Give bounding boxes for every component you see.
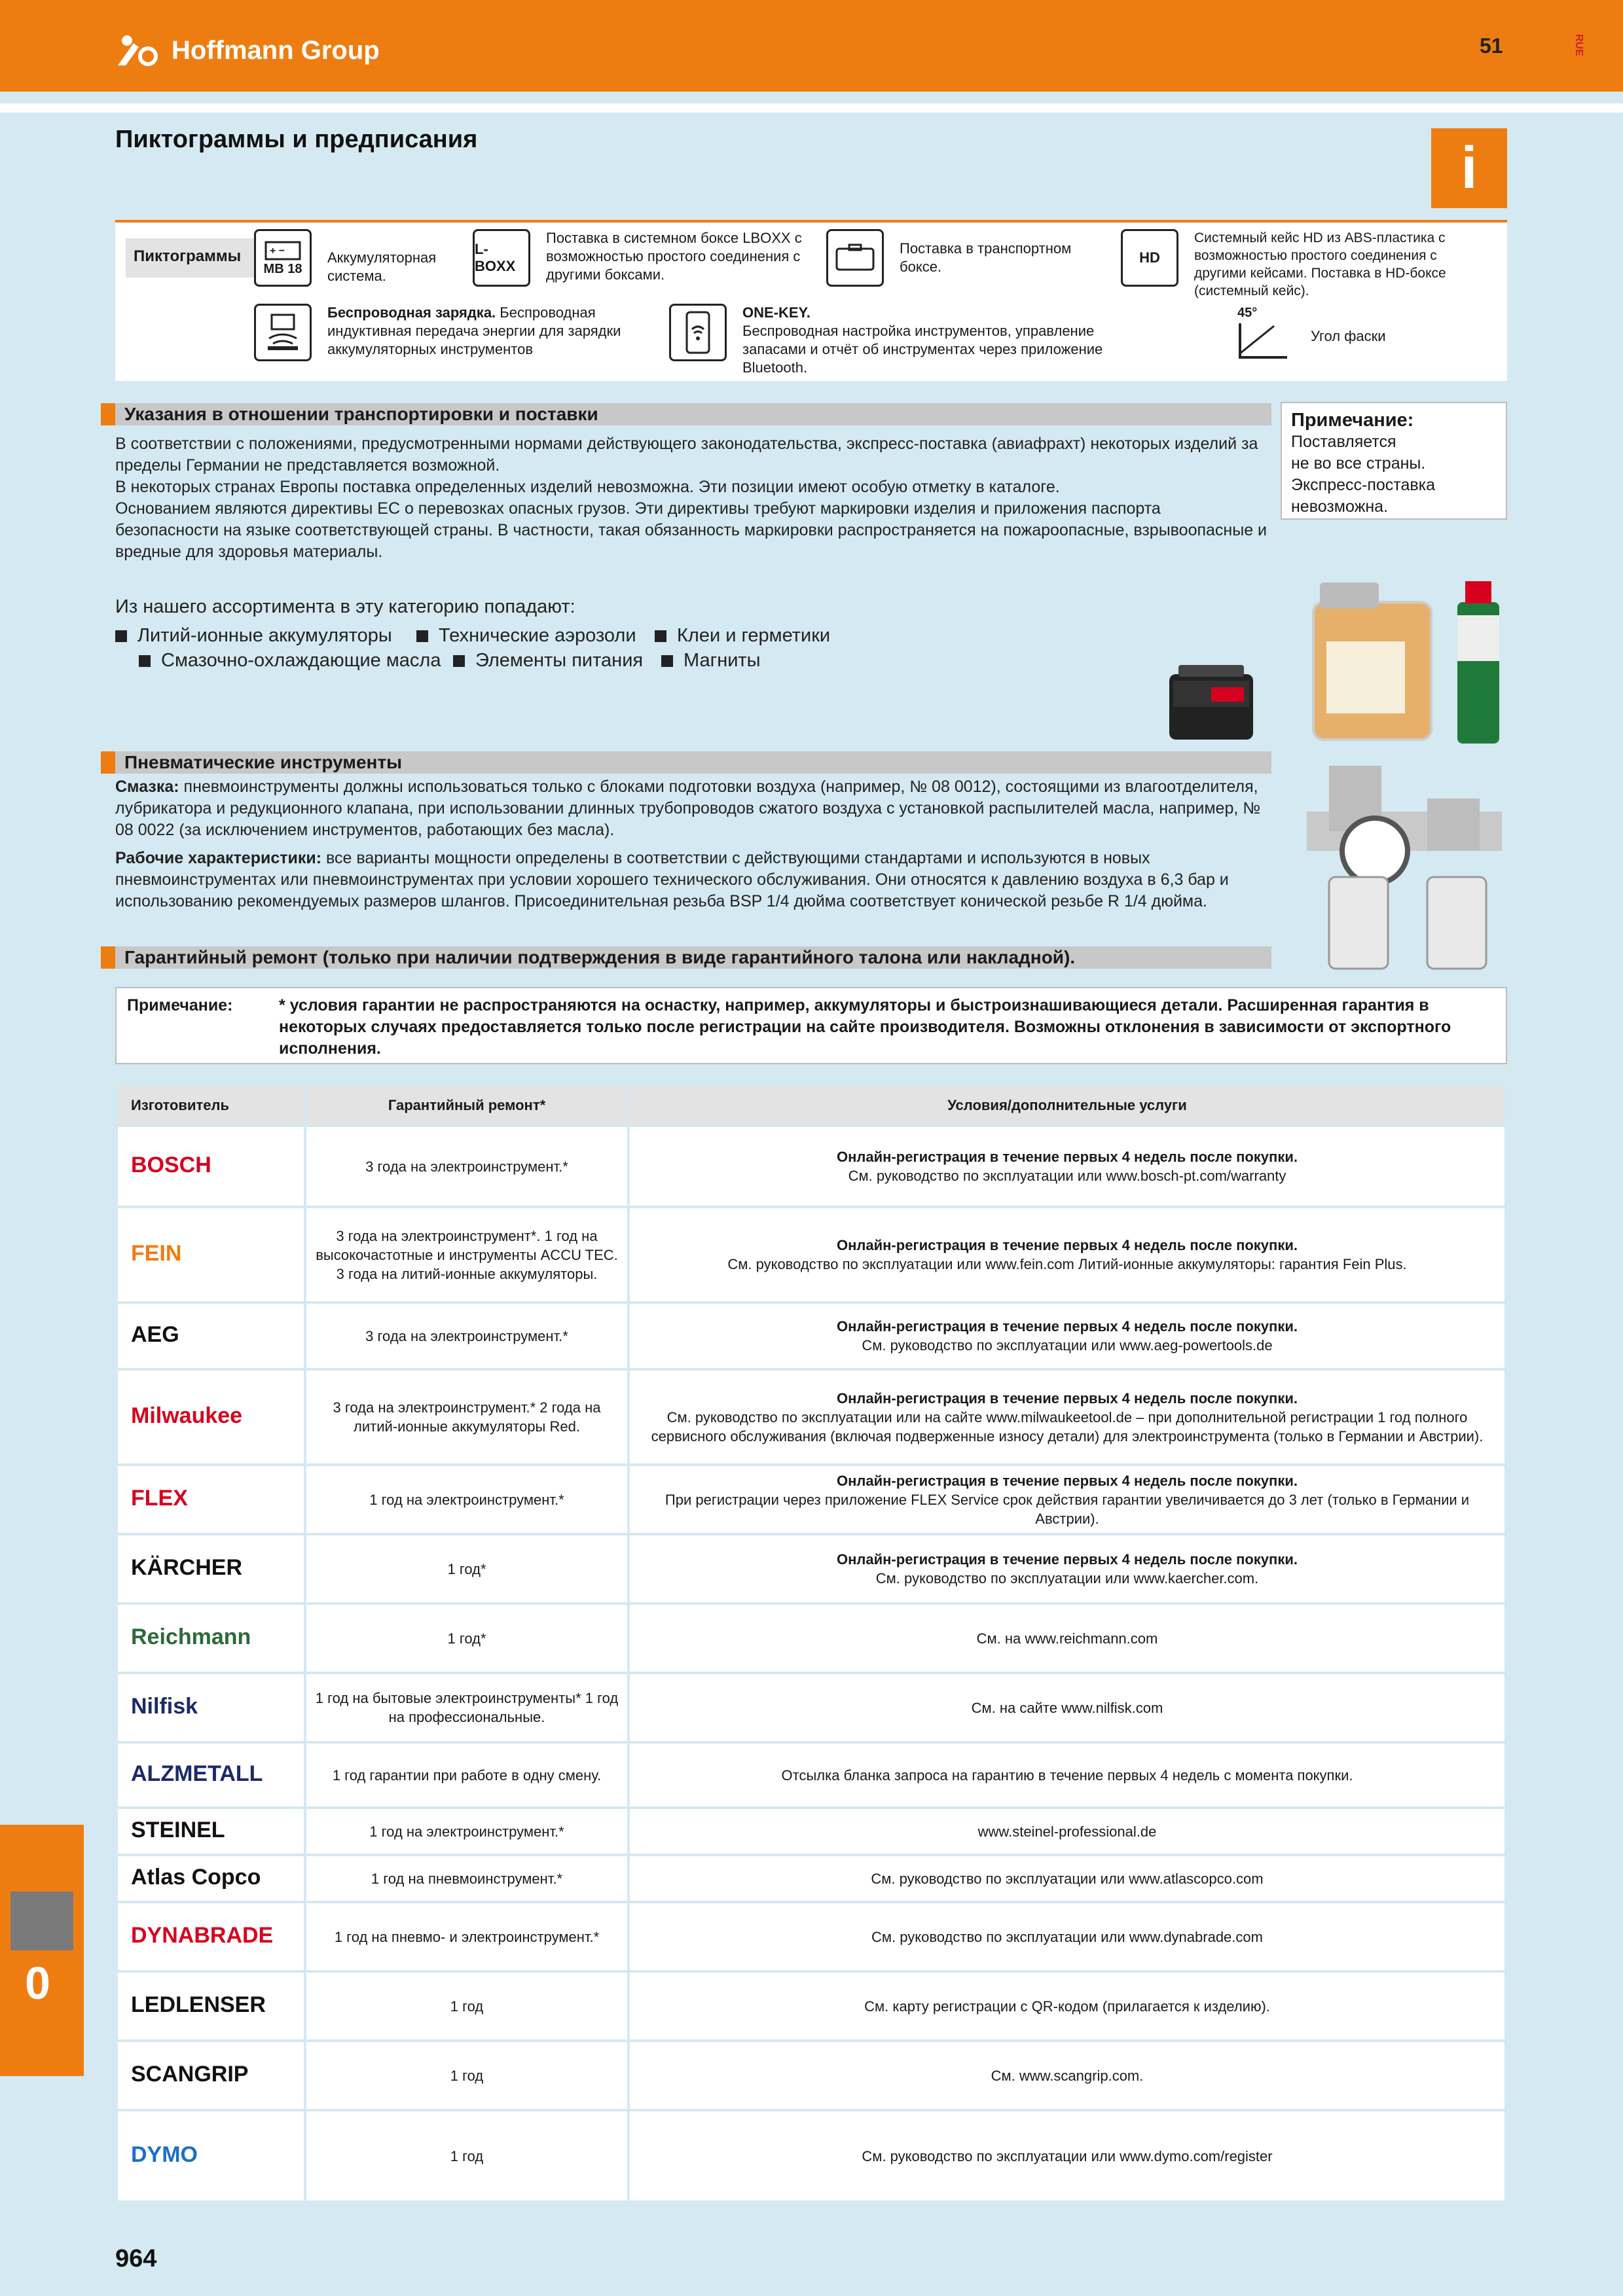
pictogram-label: Пиктограммы [126,238,263,278]
bullet-item: Магниты [661,648,761,673]
table-row [117,1902,1506,1971]
conditions-cell: Онлайн-регистрация в течение первых 4 недель после покупки. См. руководство по эксплуатации или www.fein.com Литий-ионные аккумуляторы: гарантия Fein Plus. [629,1207,1506,1302]
footer-page-number: 964 [115,2245,157,2272]
warranty-cell: 1 год [305,2110,629,2202]
pneumatic-tool-icon [10,1892,73,1950]
column-header: Условия/дополнительные услуги [629,1084,1506,1126]
brand-logo: AEG [117,1302,305,1369]
section-heading-warranty: Гарантийный ремонт (только при наличии подтверждения в виде гарантийного талона или накладной). [101,946,1271,969]
chamfer-angle-icon: 45° [1237,304,1295,361]
column-header: Изготовитель [117,1084,305,1126]
table-row [117,1302,1506,1369]
pictogram-battery-system [254,229,450,287]
warranty-table [115,1083,1507,2203]
warranty-cell: 1 год на пневмо- и электроинструмент.* [305,1902,629,1971]
warranty-cell: 3 года на электроинструмент.* [305,1302,629,1369]
table-row [117,1742,1506,1808]
pictogram-wireless-charging [254,304,647,361]
table-row [117,1534,1506,1604]
bullet-item: Клеи и герметики [655,623,830,648]
warranty-cell: 1 год на пневмоинструмент.* [305,1855,629,1902]
pictogram-panel [115,220,1507,381]
side-code: RUE [1573,34,1584,56]
transport-box-icon [826,229,884,287]
transport-text: В соответствии с положениями, предусмотренными нормами действующего законодательства, экспресс-поставка (авиафрахт) некоторых изделий за пределы Германии не представляется возможной. В некоторых странах Европы поставка определенных изделий невозможна. Эти позиции имеют особую отметку в каталоге. Основанием являются директивы ЕС о перевозках опасных грузов. Эти директивы требуют маркировки изделия и приложения паспорта безопасности на языке соответствующей страны. В частности, такая обязанность маркировки распространяется на пожароопасные, взрывоопасные и вредные для здоровья материалы. [115,435,1267,561]
svg-text:+ −: + − [270,245,285,257]
bullet-item: Технические аэрозоли [416,623,636,648]
brand-logo: KÄRCHER [117,1534,305,1604]
bullet-item: Смазочно-охлаждающие масла [139,648,441,673]
warranty-note [115,987,1507,1064]
warranty-cell: 3 года на электроинструмент.* [305,1126,629,1207]
warranty-cell: 1 год* [305,1534,629,1604]
table-row [117,1971,1506,2041]
chapter-tab[interactable] [0,1825,84,2076]
hd-case-icon: HD [1121,229,1178,287]
conditions-cell: Онлайн-регистрация в течение первых 4 недель после покупки. См. руководство по эксплуатации или www.kaercher.com. [629,1534,1506,1604]
pictogram-transport-box [826,229,1101,287]
air-preparation-unit-image [1303,753,1506,982]
brand-logo: ALZMETALL [117,1742,305,1808]
brand-logo: Atlas Copco [117,1855,305,1902]
canister-image [1307,576,1438,746]
warranty-cell: 1 год на бытовые электроинструменты* 1 год на профессиональные. [305,1673,629,1742]
page-title: Пиктограммы и предписания [115,126,478,153]
brand-logo: Reichmann [117,1604,305,1673]
pneumatic-text: Смазка: пневмоинструменты должны использоваться только с блоками подготовки воздуха (например, № 08 0012), состоящими из влагоотделителя, лубрикатора и редукционного клапана, при использовании длинных трубопроводов сжатого воздуха с установкой распылителей масла, например, № 08 0022 (за исключением инструментов, работающих без масла). Рабочие характеристики: все варианты мощности определены в соответствии с действующими стандартами и используются в новых пневмоинструментах или пневмоинструментах при условии хорошего технического обслуживания. Они относятся к давлению воздуха в 6,3 бар и использованию рекомендуемых размеров шлангов. Присоединительная резьба BSP 1/4 дюйма соответствует конической резьбе R 1/4 дюйма. [115,778,1261,910]
warranty-cell: 1 год гарантии при работе в одну смену. [305,1742,629,1808]
conditions-cell: www.steinel-professional.de [629,1808,1506,1855]
table-row [117,1808,1506,1855]
lboxx-icon: L-BOXX [473,229,530,287]
brand-logo: FLEX [117,1465,305,1534]
brand-logo: Nilfisk [117,1673,305,1742]
note-label: Примечание: [127,996,233,1014]
battery-pack-image [1165,661,1257,744]
pictogram-text: Угол фаски [1311,328,1386,344]
warranty-cell: 1 год* [305,1604,629,1673]
warranty-cell: 3 года на электроинструмент.* 2 года на литий-ионные аккумуляторы Red. [305,1369,629,1465]
chapter-number: 0 [25,1958,50,2009]
page-number: 51 [1480,34,1503,58]
pictogram-lboxx [473,229,813,287]
brand-logo: FEIN [117,1207,305,1302]
pictogram-one-key [669,304,1114,377]
table-row [117,1369,1506,1465]
column-header: Гарантийный ремонт* [305,1084,629,1126]
conditions-cell: Онлайн-регистрация в течение первых 4 недель после покупки. См. руководство по эксплуатации или www.aeg-powertools.de [629,1302,1506,1369]
conditions-cell: Онлайн-регистрация в течение первых 4 недель после покупки. См. руководство по эксплуатации или www.bosch-pt.com/warranty [629,1126,1506,1207]
one-key-phone-icon [669,304,727,361]
pictogram-text: Беспроводная зарядка. Беспроводная индуктивная передача энергии для зарядки аккумуляторных инструментов [327,304,621,357]
table-row [117,1673,1506,1742]
spray-can-image [1452,576,1504,746]
note-text: * условия гарантии не распространяются на оснастку, например, аккумуляторы и быстроизнашивающиеся детали. Расширенная гарантия в некоторых случаях предоставляется только после регистрации на сайте производителя. Возможны отклонения в зависимости от экспортного исполнения. [279,996,1451,1058]
hoffmann-logo-icon [115,34,166,67]
table-header-row [117,1084,1506,1126]
warranty-cell: 1 год на электроинструмент.* [305,1808,629,1855]
brand-logo: SCANGRIP [117,2041,305,2110]
brand-logo: DYMO [117,2110,305,2202]
table-row [117,2041,1506,2110]
bullet-item: Элементы питания [453,648,643,673]
pictogram-text: Аккумуляторная система. [327,249,437,284]
pictogram-hd-case [1121,229,1487,300]
warranty-cell: 1 год [305,1971,629,2041]
table-row [117,2110,1506,2202]
warranty-cell: 1 год [305,2041,629,2110]
table-row [117,1604,1506,1673]
brand-logo: STEINEL [117,1808,305,1855]
section-heading-pneumatic: Пневматические инструменты [101,751,1271,774]
battery-icon: + − MB 18 [254,229,312,287]
logo-text: Hoffmann Group [172,35,380,65]
wireless-charging-icon [254,304,312,361]
conditions-cell: См. на сайте www.nilfisk.com [629,1673,1506,1742]
category-intro: Из нашего ассортимента в эту категорию попадают: [115,596,575,617]
divider [0,103,1623,113]
conditions-cell: См. руководство по эксплуатации или www.atlascopco.com [629,1855,1506,1902]
section-heading-transport: Указания в отношении транспортировки и поставки [101,403,1271,425]
pictogram-text: Системный кейс HD из ABS-пластика с возможностью простого соединения с другими кейсами. Поставка в HD-боксе (системный кейс). [1194,230,1446,298]
pictogram-chamfer-angle [1237,304,1486,361]
info-icon: i [1431,128,1507,208]
conditions-cell: См. руководство по эксплуатации или www.dymo.com/register [629,2110,1506,2202]
conditions-cell: См. руководство по эксплуатации или www.dynabrade.com [629,1902,1506,1971]
conditions-cell: Онлайн-регистрация в течение первых 4 недель после покупки. При регистрации через приложение FLEX Service срок действия гарантии увеличивается до 3 лет (только в Германии и Австрии). [629,1465,1506,1534]
pictogram-text: ONE-KEY. Беспроводная настройка инструментов, управление запасами и отчёт об инструментах через приложение Bluetooth. [742,304,1103,376]
conditions-cell: См. карту регистрации с QR-кодом (прилагается к изделию). [629,1971,1506,2041]
conditions-cell: См. www.scangrip.com. [629,2041,1506,2110]
bullet-item: Литий-ионные аккумуляторы [115,623,392,648]
brand-logo: Milwaukee [117,1369,305,1465]
pictogram-text: Поставка в транспортном боксе. [900,240,1072,275]
transport-note: Примечание: Поставляется не во все страны. Экспресс-поставка невозможна. [1281,402,1507,520]
brand-logo: LEDLENSER [117,1971,305,2041]
warranty-cell: 1 год на электроинструмент.* [305,1465,629,1534]
table-row [117,1207,1506,1302]
conditions-cell: См. на www.reichmann.com [629,1604,1506,1673]
table-row [117,1465,1506,1534]
conditions-cell: Онлайн-регистрация в течение первых 4 недель после покупки. См. руководство по эксплуатации или на сайте www.milwaukeetool.de – при дополнительной регистрации 1 год полного сервисного обслуживания (включая подверженные износу детали) для электроинструмента (только в Германии и Австрии). [629,1369,1506,1465]
hoffmann-logo[interactable] [115,34,380,67]
table-row [117,1126,1506,1207]
brand-logo: DYNABRADE [117,1902,305,1971]
warranty-cell: 3 года на электроинструмент*. 1 год на высокочастотные и инструменты ACCU TEC. 3 года на литий-ионные аккумуляторы. [305,1207,629,1302]
brand-logo: BOSCH [117,1126,305,1207]
table-row [117,1855,1506,1902]
note-title: Примечание: [1291,410,1414,431]
pictogram-text: Поставка в системном боксе LBOXX с возможностью простого соединения с другими боксами. [546,230,802,283]
conditions-cell: Отсылка бланка запроса на гарантию в течение первых 4 недель с момента покупки. [629,1742,1506,1808]
